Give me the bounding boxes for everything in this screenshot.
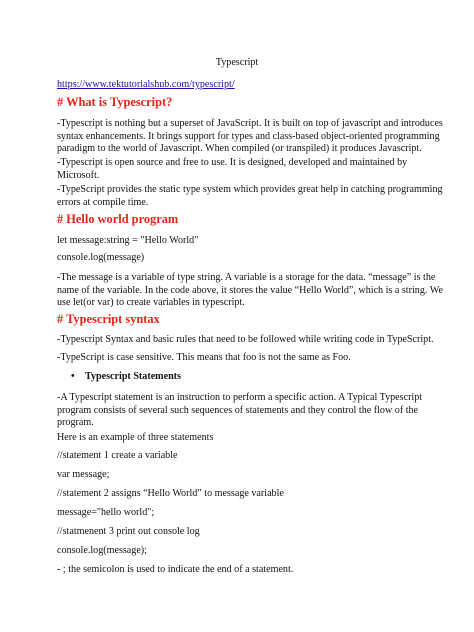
doc-title: Typescript bbox=[215, 57, 259, 68]
paragraph-line: -Typescript is open source and free to use. It is designed, developed and maintained by bbox=[57, 157, 408, 168]
heading-typescript-syntax: # Typescript syntax bbox=[57, 312, 160, 326]
paragraph-line: -The message is a variable of type string. A variable is a storage for the data. “message” is the bbox=[57, 272, 436, 283]
paragraph-line: paradigm to the world of Javascript. When compiled (or transpiled) it produces Javascript. bbox=[57, 143, 422, 154]
code-line: var message; bbox=[57, 469, 110, 480]
source-link[interactable]: https://www.tektutorialshub.com/typescript/ bbox=[57, 79, 235, 90]
code-line: //statement 1 create a variable bbox=[57, 450, 178, 461]
bullet-heading: Typescript Statements bbox=[85, 371, 181, 382]
paragraph-line: - ; the semicolon is used to indicate the end of a statement. bbox=[57, 564, 294, 575]
paragraph-line: -TypeScript is case sensitive. This means that foo is not the same as Foo. bbox=[57, 352, 351, 363]
heading-hello-world: # Hello world program bbox=[57, 212, 179, 226]
bullet-dot: • bbox=[71, 371, 75, 382]
code-line: message="hello world"; bbox=[57, 507, 155, 518]
code-line: let message:string = "Hello World" bbox=[57, 235, 199, 246]
paragraph-line: program. bbox=[57, 417, 94, 428]
paragraph-line: Microsoft. bbox=[57, 169, 100, 181]
paragraph-line: -A Typescript statement is an instruction to perform a specific action. A Typical Typescript bbox=[57, 392, 423, 403]
code-line: console.log(message); bbox=[57, 545, 147, 556]
paragraph-line: -TypeScript provides the static type system which provides great help in catching programming bbox=[57, 184, 443, 195]
code-line: console.log(message) bbox=[57, 252, 145, 263]
paragraph-line: -Typescript Syntax and basic rules that need to be followed while writing code in TypeScript. bbox=[57, 334, 434, 345]
paragraph-line: program consists of several such sequences of statements and they control the flow of the bbox=[57, 404, 419, 416]
paragraph-line: use let(or var) to create variables in typescript. bbox=[57, 297, 245, 308]
paragraph-line: Here is an example of three statements bbox=[57, 432, 214, 443]
paragraph-line: errors at compile time. bbox=[57, 196, 149, 208]
paragraph-line: syntax enhancements. It brings support for types and class-based object-oriented programming bbox=[57, 130, 440, 142]
code-line: //statmenent 3 print out console log bbox=[57, 526, 200, 537]
paragraph-line: name of the variable. In the code above, it stores the value “Hello World”, which is a string. We bbox=[57, 284, 443, 296]
heading-what-is-typescript: # What is Typescript? bbox=[57, 95, 173, 109]
paragraph-line: -Typescript is nothing but a superset of JavaScript. It is built on top of javascript and introduces bbox=[57, 118, 443, 129]
code-line: //statement 2 assigns “Hello World” to message variable bbox=[57, 488, 284, 499]
